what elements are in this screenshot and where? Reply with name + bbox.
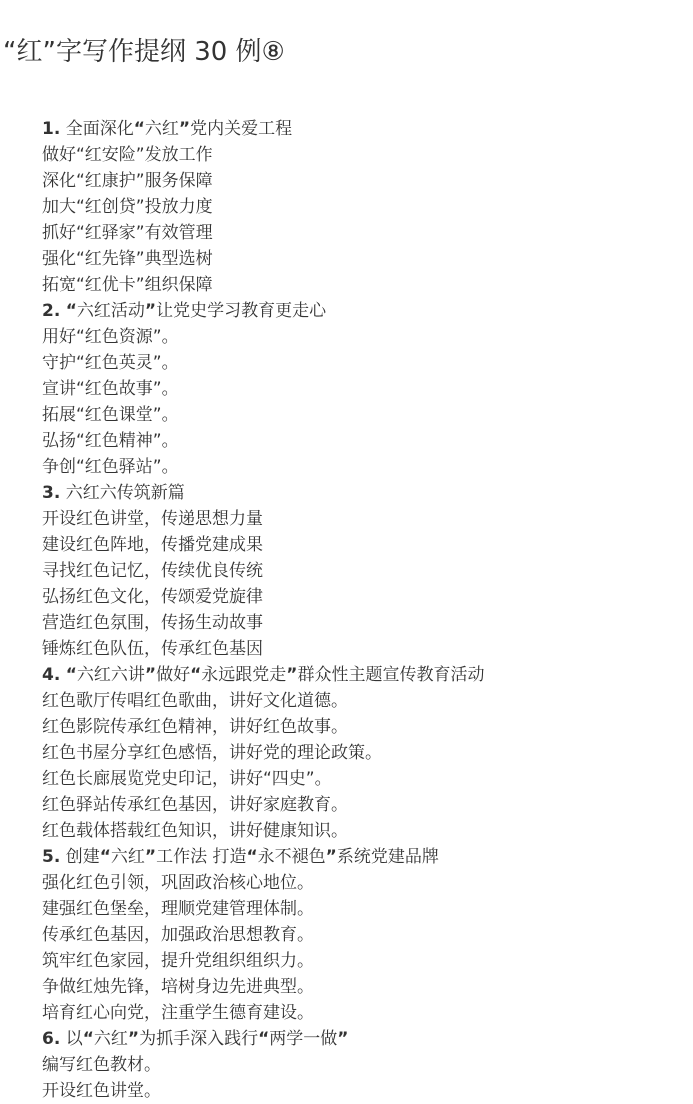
section-heading-text: ” [178, 119, 191, 139]
outline-item: 红色长廊展览党史印记，讲好“四史”。 [42, 769, 332, 789]
outline-item: 宣讲“红色故事”。 [42, 379, 179, 399]
section-heading-text: 永远跟党走 [201, 665, 287, 685]
outline-item: 做好“红安险”发放工作 [42, 145, 213, 165]
section-heading-text: 以 [60, 1029, 83, 1049]
section-heading [42, 480, 682, 506]
outline-item: 建强红色堡垒，理顺党建管理体制。 [42, 899, 314, 919]
section-heading-text: 两学一做 [269, 1029, 338, 1049]
page-title: “红”字写作提纲 30 例⑧ [3, 37, 285, 67]
section-heading-text: “ [65, 665, 77, 685]
section-heading [42, 116, 682, 142]
section-heading-text: “ [82, 1029, 94, 1049]
section-heading [42, 662, 682, 688]
section-heading-text: ” [325, 847, 337, 867]
section-heading-text: 系统党建品牌 [336, 847, 439, 867]
outline-item: 守护“红色英灵”。 [42, 353, 179, 373]
section-heading-text: 党内关爱工程 [190, 119, 293, 139]
section-heading [42, 298, 682, 324]
section-heading-text: 让党史学习教育更走心 [156, 301, 327, 321]
outline-item: 红色载体搭载红色知识，讲好健康知识。 [42, 821, 348, 841]
section-heading-text: “ [133, 119, 145, 139]
section-number: 1. [42, 119, 61, 139]
section-heading-text: 永不褪色 [257, 847, 326, 867]
section-heading-text: 群众性主题宣传教育活动 [297, 665, 485, 685]
section-heading-text: “ [99, 847, 111, 867]
article-body [42, 116, 682, 1104]
outline-item: 培育红心向党，注重学生德育建设。 [42, 1003, 314, 1023]
outline-item: 弘扬红色文化，传颂爱党旋律 [42, 587, 263, 607]
outline-item: 用好“红色资源”。 [42, 327, 179, 347]
outline-item: 编写红色教材。 [42, 1055, 161, 1075]
outline-item: 争做红烛先锋，培树身边先进典型。 [42, 977, 314, 997]
outline-item: 营造红色氛围，传扬生动故事 [42, 613, 263, 633]
section-heading-text: 全面深化 [60, 119, 134, 139]
outline-item: 筑牢红色家园，提升党组织组织力。 [42, 951, 314, 971]
section-heading-text: ” [144, 847, 157, 867]
section-heading-text: ” [144, 665, 157, 685]
section-heading-text: ” [127, 1029, 140, 1049]
section-heading-text: “ [190, 665, 202, 685]
outline-item: 红色书屋分享红色感悟，讲好党的理论政策。 [42, 743, 382, 763]
outline-item: 抓好“红驿家”有效管理 [42, 223, 213, 243]
section-heading-text: 六红 [144, 119, 179, 139]
section-number: 5. [42, 847, 61, 867]
outline-item: 开设红色讲堂，传递思想力量 [42, 509, 263, 529]
outline-item: 加大“红创贷”投放力度 [42, 197, 213, 217]
section-heading-text: 工作法 打造 [156, 847, 247, 867]
section-number: 4. [42, 665, 61, 685]
outline-item: 拓展“红色课堂”。 [42, 405, 179, 425]
outline-item: 强化红色引领，巩固政治核心地位。 [42, 873, 314, 893]
outline-item: 寻找红色记忆，传续优良传统 [42, 561, 263, 581]
section-number: 3. [42, 483, 61, 503]
outline-item: 深化“红康护”服务保障 [42, 171, 213, 191]
section-heading-text: ” [337, 1029, 349, 1049]
outline-item: 红色歌厅传唱红色歌曲，讲好文化道德。 [42, 691, 348, 711]
section-heading-text: 六红六传筑新篇 [60, 483, 185, 503]
outline-item: 强化“红先锋”典型选树 [42, 249, 213, 269]
outline-item: 拓宽“红优卡”组织保障 [42, 275, 213, 295]
outline-item: 开设红色讲堂。 [42, 1081, 161, 1101]
section-number: 6. [42, 1029, 61, 1049]
section-heading-text: 六红六讲 [76, 665, 145, 685]
outline-item: 红色影院传承红色精神，讲好红色故事。 [42, 717, 348, 737]
section-heading-text: 六红活动 [76, 301, 145, 321]
outline-item: 建设红色阵地，传播党建成果 [42, 535, 263, 555]
section-heading [42, 1026, 682, 1052]
outline-item: 争创“红色驿站”。 [42, 457, 179, 477]
section-heading-text: 为抓手深入践行 [139, 1029, 259, 1049]
section-heading-text: 六红 [110, 847, 145, 867]
outline-item: 锤炼红色队伍，传承红色基因 [42, 639, 263, 659]
section-heading-text: “ [65, 301, 77, 321]
section-heading-text: ” [286, 665, 298, 685]
section-heading-text: “ [246, 847, 258, 867]
section-heading-text: 六红 [93, 1029, 128, 1049]
section-heading [42, 844, 682, 870]
section-heading-text: 做好 [156, 665, 191, 685]
outline-item: 红色驿站传承红色基因，讲好家庭教育。 [42, 795, 348, 815]
outline-item: 弘扬“红色精神”。 [42, 431, 179, 451]
section-heading-text: ” [144, 301, 157, 321]
section-number: 2. [42, 301, 61, 321]
outline-item: 传承红色基因，加强政治思想教育。 [42, 925, 314, 945]
section-heading-text: 创建 [60, 847, 100, 867]
section-heading-text: “ [258, 1029, 270, 1049]
